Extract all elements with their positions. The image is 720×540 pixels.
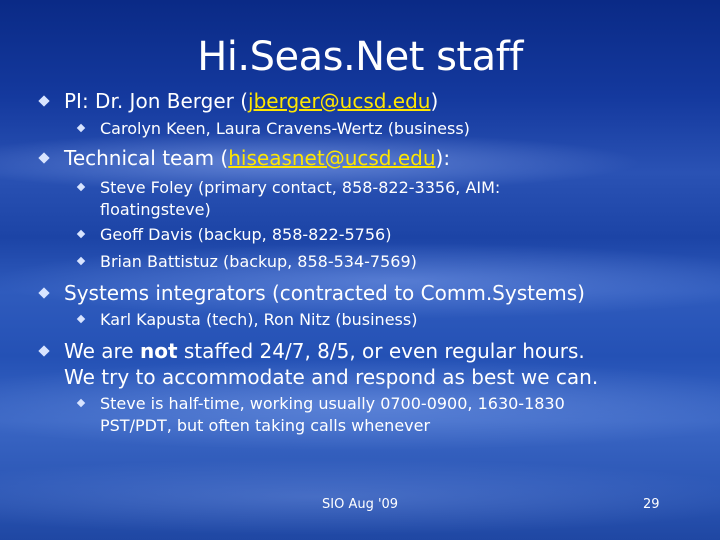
brian-text: Brian Battistuz (backup, 858-534-7569) bbox=[100, 252, 417, 271]
bullet-steve-foley bbox=[100, 177, 500, 221]
pi-sub-text: Carolyn Keen, Laura Cravens-Wertz (business) bbox=[100, 119, 470, 138]
footer-center-text: SIO Aug '09 bbox=[322, 497, 399, 512]
pi-prefix: PI: Dr. Jon Berger ( bbox=[64, 89, 249, 113]
bullet-staffing bbox=[64, 338, 598, 390]
pi-email-link[interactable]: jberger@ucsd.edu bbox=[248, 89, 431, 113]
bullet-steve-half-time bbox=[100, 393, 565, 437]
karl-text: Karl Kapusta (tech), Ron Nitz (business) bbox=[100, 310, 418, 329]
bullet-pi bbox=[64, 88, 438, 114]
bullet-karl-kapusta bbox=[100, 309, 417, 331]
tech-suffix: ): bbox=[435, 146, 451, 170]
diamond-bullet-icon bbox=[77, 399, 85, 407]
tech-email-link[interactable]: hiseasnet@ucsd.edu bbox=[228, 146, 436, 170]
bullet-brian-battistuz bbox=[100, 251, 417, 273]
systems-text: Systems integrators (contracted to Comm.Systems) bbox=[64, 281, 585, 305]
geoff-text: Geoff Davis (backup, 858-822-5756) bbox=[100, 225, 392, 244]
pi-suffix: ) bbox=[430, 89, 439, 113]
bullet-technical-team bbox=[64, 145, 450, 171]
diamond-bullet-icon bbox=[77, 183, 85, 191]
bullet-pi-sub bbox=[100, 118, 470, 140]
slide-title: Hi.Seas.Net staff bbox=[197, 34, 523, 80]
diamond-bullet-icon bbox=[38, 95, 49, 106]
diamond-bullet-icon bbox=[77, 257, 85, 265]
bullet-geoff-davis bbox=[100, 224, 391, 246]
staffing-line-2: We try to accommodate and respond as best we can. bbox=[64, 365, 599, 389]
halftime-line-1: Steve is half-time, working usually 0700-0900, 1630-1830 bbox=[100, 394, 565, 413]
diamond-bullet-icon bbox=[38, 287, 49, 298]
staffing-pre: We are bbox=[64, 339, 140, 363]
staffing-line-1 bbox=[64, 338, 598, 364]
steve-line-1: Steve Foley (primary contact, 858-822-3356, AIM: bbox=[100, 178, 501, 197]
halftime-line-2: PST/PDT, but often taking calls whenever bbox=[100, 416, 431, 435]
bullet-systems-integrators bbox=[64, 280, 585, 306]
tech-prefix: Technical team ( bbox=[64, 146, 229, 170]
diamond-bullet-icon bbox=[77, 230, 85, 238]
slide-number: 29 bbox=[643, 497, 660, 512]
diamond-bullet-icon bbox=[38, 345, 49, 356]
staffing-bold: not bbox=[139, 339, 178, 363]
steve-line-2: floatingsteve) bbox=[100, 200, 211, 219]
diamond-bullet-icon bbox=[77, 124, 85, 132]
diamond-bullet-icon bbox=[77, 315, 85, 323]
diamond-bullet-icon bbox=[38, 152, 49, 163]
staffing-post: staffed 24/7, 8/5, or even regular hours. bbox=[177, 339, 585, 363]
